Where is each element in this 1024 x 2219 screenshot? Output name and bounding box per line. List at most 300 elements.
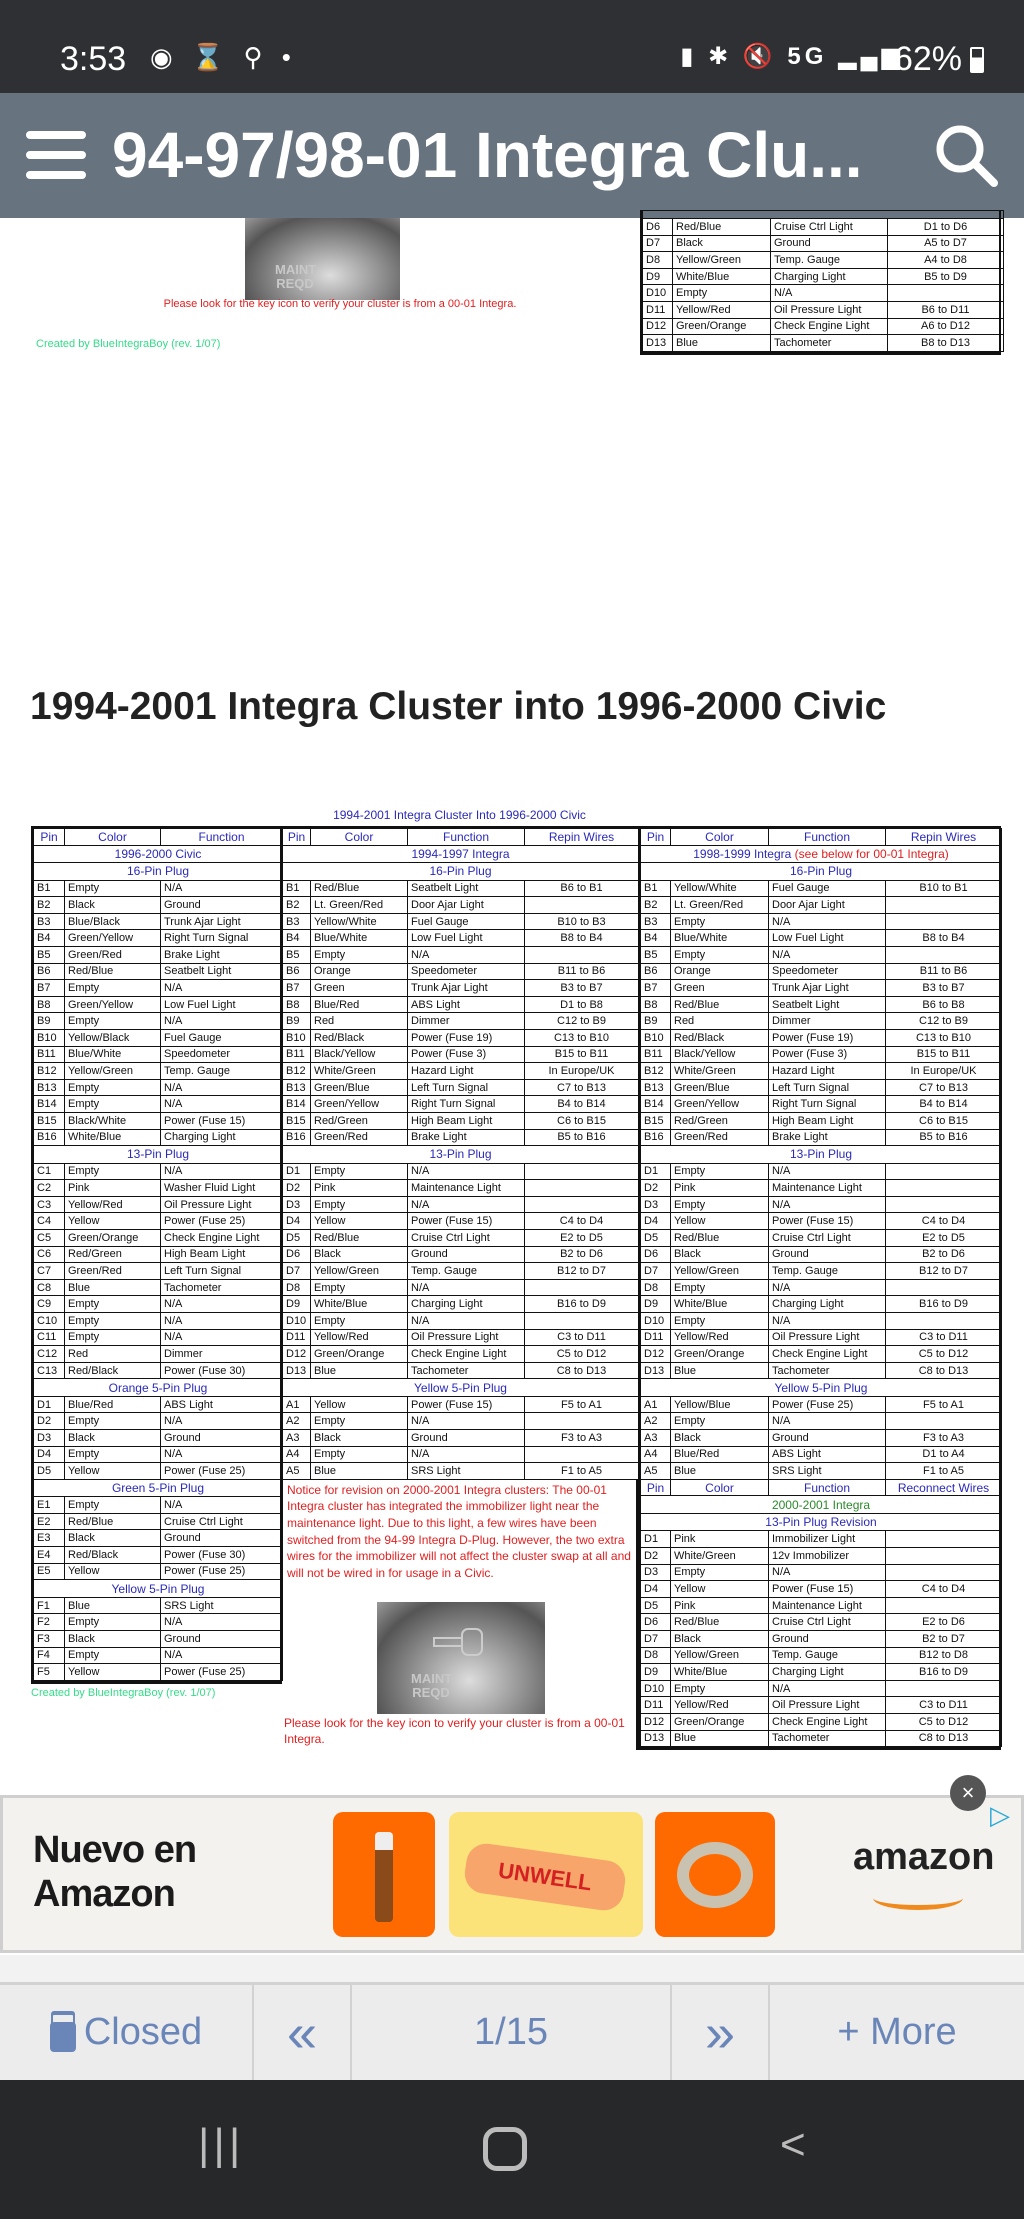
cell-color: Yellow	[65, 1664, 161, 1681]
cell-function: Power (Fuse 3)	[408, 1046, 525, 1063]
cell-pin: B15	[34, 1112, 65, 1129]
cell-function: Power (Fuse 25)	[161, 1664, 283, 1681]
cell-color: Yellow/White	[671, 880, 769, 897]
table-row	[641, 1079, 1002, 1096]
key-icon-note: Please look for the key icon to verify your cluster is from a 00-01 Integra.	[163, 298, 517, 310]
cell-repin: B11 to B6	[525, 963, 639, 980]
page-number: 1/15	[474, 2011, 548, 2053]
cell-color: Orange	[671, 963, 769, 980]
cell-pin: D12	[283, 1346, 311, 1363]
table-row	[34, 1046, 283, 1063]
cell-repin: C6 to B15	[525, 1112, 639, 1129]
cell-pin: B14	[34, 1096, 65, 1113]
cell-pin: D1	[34, 1396, 65, 1413]
cell-repin: B16 to D9	[886, 1664, 1002, 1681]
cell-color: Yellow/Red	[311, 1329, 408, 1346]
cell-function: Charging Light	[408, 1296, 525, 1313]
cell-pin: D10	[643, 285, 673, 302]
cell-function: Temp. Gauge	[408, 1263, 525, 1280]
recent-apps-button[interactable]: |||	[198, 2120, 245, 2169]
table-row	[283, 1329, 639, 1346]
cell-function: N/A	[161, 1446, 283, 1463]
lock-icon	[50, 2022, 76, 2052]
table-row	[641, 1730, 1002, 1747]
cell-pin: D5	[641, 1229, 671, 1246]
cell-repin	[886, 913, 1002, 930]
table-row	[641, 946, 1002, 963]
cell-color: Pink	[671, 1531, 769, 1548]
search-icon[interactable]	[932, 121, 1002, 191]
product-drink-image	[449, 1812, 643, 1937]
table-row	[283, 1312, 639, 1329]
cell-pin: B14	[641, 1096, 671, 1113]
table-row	[641, 1413, 1002, 1430]
cell-color: Pink	[65, 1180, 161, 1197]
cell-color: Black/Yellow	[671, 1046, 769, 1063]
cell-function: Charging Light	[769, 1664, 886, 1681]
notification-icons: ◉ ⌛ ⚲ •	[150, 42, 297, 72]
cell-repin: B5 to D9	[888, 268, 1004, 285]
table-row	[643, 301, 1004, 318]
table-row	[641, 1430, 1002, 1447]
table-row	[641, 1680, 1002, 1697]
cell-pin: B6	[641, 963, 671, 980]
cell-repin: C5 to D12	[886, 1346, 1002, 1363]
cell-repin	[886, 1279, 1002, 1296]
cell-pin: B11	[34, 1046, 65, 1063]
table-row	[34, 1246, 283, 1263]
cell-color: Empty	[671, 1564, 769, 1581]
more-button[interactable]	[770, 1985, 1024, 2080]
cell-color: Green/Orange	[671, 1713, 769, 1730]
menu-icon[interactable]	[26, 131, 86, 181]
cell-color: Empty	[65, 1312, 161, 1329]
section-title: 13-Pin Plug	[126, 1147, 190, 1162]
cell-function: Power (Fuse 19)	[408, 1029, 525, 1046]
cell-color: Red/Black	[65, 1362, 161, 1379]
cell-function: Temp. Gauge	[769, 1647, 886, 1664]
table-row	[641, 1581, 1002, 1598]
cell-repin	[886, 1163, 1002, 1180]
cell-pin: C10	[34, 1312, 65, 1329]
cell-color: Empty	[65, 1614, 161, 1631]
cell-color: Black/Yellow	[311, 1046, 408, 1063]
page-indicator[interactable]	[352, 1985, 672, 2080]
cell-pin: D6	[283, 1246, 311, 1263]
cell-color: Blue/Red	[671, 1446, 769, 1463]
cell-color: Green/Yellow	[311, 1096, 408, 1113]
cell-color: White/Blue	[673, 268, 771, 285]
table-row	[641, 1647, 1002, 1664]
cell-repin	[886, 946, 1002, 963]
cell-pin: D11	[643, 301, 673, 318]
table-row	[641, 1531, 1002, 1548]
cell-color: Red/Blue	[65, 1513, 161, 1530]
product-label: UNWELL	[462, 1841, 627, 1913]
cell-color: Empty	[673, 285, 771, 302]
cell-function: Oil Pressure Light	[769, 1329, 886, 1346]
cell-pin: B2	[641, 897, 671, 914]
cell-color: Empty	[65, 1163, 161, 1180]
table-row	[34, 1079, 283, 1096]
table-row	[283, 1346, 639, 1363]
cell-function: Brake Light	[769, 1129, 886, 1146]
cell-function: N/A	[408, 1163, 525, 1180]
cell-repin: B12 to D8	[886, 1647, 1002, 1664]
table-row	[641, 996, 1002, 1013]
table-row	[34, 1513, 283, 1530]
column-header-row	[641, 829, 1002, 846]
table-row	[641, 1246, 1002, 1263]
cell-function: SRS Light	[408, 1463, 525, 1480]
cell-repin: C4 to D4	[886, 1213, 1002, 1230]
cell-function: Ground	[769, 1430, 886, 1447]
cell-color: Yellow/Black	[65, 1029, 161, 1046]
cell-color: Yellow/Red	[673, 301, 771, 318]
cell-function: Power (Fuse 15)	[408, 1396, 525, 1413]
cell-pin: B13	[283, 1079, 311, 1096]
cell-color: Yellow/White	[311, 913, 408, 930]
table-row	[641, 1312, 1002, 1329]
cell-pin: A2	[283, 1413, 311, 1430]
table-row	[283, 1129, 639, 1146]
cell-repin: B11 to B6	[886, 963, 1002, 980]
cell-repin	[886, 1196, 1002, 1213]
section-band	[34, 1479, 283, 1497]
cell-color: White/Green	[671, 1547, 769, 1564]
cell-function: High Beam Light	[161, 1246, 283, 1263]
cell-function: Trunk Ajar Light	[161, 913, 283, 930]
cell-repin: B2 to D6	[525, 1246, 639, 1263]
table-row	[34, 1063, 283, 1080]
cell-repin: B3 to B7	[525, 980, 639, 997]
cell-function: Power (Fuse 15)	[769, 1213, 886, 1230]
cell-color: Empty	[311, 1279, 408, 1296]
cell-repin: A6 to D12	[888, 318, 1004, 335]
civic-column	[31, 826, 282, 1699]
cell-function: Trunk Ajar Light	[408, 980, 525, 997]
table-row	[641, 1564, 1002, 1581]
cell-function: N/A	[161, 980, 283, 997]
cell-pin: B4	[283, 930, 311, 947]
battery-percent: 62%	[893, 40, 962, 78]
cell-color: White/Green	[671, 1063, 769, 1080]
table-row	[283, 897, 639, 914]
cell-color: Yellow	[65, 1563, 161, 1580]
cell-pin: E2	[34, 1513, 65, 1530]
cell-color: Green/Orange	[65, 1229, 161, 1246]
cell-color: Red/Black	[311, 1029, 408, 1046]
cell-pin: B16	[283, 1129, 311, 1146]
cell-color: White/Blue	[311, 1296, 408, 1313]
cell-function: Tachometer	[161, 1279, 283, 1296]
table-row	[283, 1096, 639, 1113]
cell-color: Empty	[671, 1680, 769, 1697]
cell-color: Empty	[65, 1329, 161, 1346]
section-note: (see below for 00-01 Integra)	[794, 846, 949, 861]
cell-color: Yellow	[671, 1581, 769, 1598]
table-row	[283, 1446, 639, 1463]
cell-function: Low Fuel Light	[769, 930, 886, 947]
photo-label: MAINT REQD	[275, 262, 317, 291]
cell-function: Power (Fuse 19)	[769, 1029, 886, 1046]
table-row	[283, 930, 639, 947]
cell-function: N/A	[769, 913, 886, 930]
cell-function: ABS Light	[769, 1446, 886, 1463]
cell-pin: D7	[643, 235, 673, 252]
cell-function: Washer Fluid Light	[161, 1180, 283, 1197]
closed-label: Closed	[83, 2011, 203, 2053]
cell-color: Empty	[311, 1312, 408, 1329]
cell-repin: C12 to B9	[525, 1013, 639, 1030]
table-title: 1994-2001 Integra Cluster Into 1996-2000 Civic	[333, 808, 586, 822]
column-header: Function	[769, 1479, 886, 1496]
table-row	[641, 1279, 1002, 1296]
cell-color: Black	[671, 1430, 769, 1447]
cell-repin: B10 to B1	[886, 880, 1002, 897]
table-row	[34, 1530, 283, 1547]
cell-pin: D10	[641, 1312, 671, 1329]
cell-pin: B15	[641, 1112, 671, 1129]
cell-color: White/Blue	[671, 1296, 769, 1313]
cell-repin: B6 to B1	[525, 880, 639, 897]
table-row	[283, 1430, 639, 1447]
cell-pin: D12	[643, 318, 673, 335]
cell-pin: A4	[283, 1446, 311, 1463]
cell-color: Blue	[671, 1730, 769, 1747]
cell-function: Oil Pressure Light	[408, 1329, 525, 1346]
cell-pin: B5	[641, 946, 671, 963]
cell-color: Green/Red	[311, 1129, 408, 1146]
next-icon: »	[704, 2002, 736, 2063]
cell-pin: D8	[643, 252, 673, 269]
cell-repin: B15 to B11	[525, 1046, 639, 1063]
section-title: 1996-2000 Civic	[114, 846, 202, 861]
network-label: 5G	[787, 43, 828, 70]
cell-color: Red/Blue	[673, 219, 771, 236]
section-band	[34, 1580, 283, 1598]
cell-pin: B1	[283, 880, 311, 897]
partial-wiring-table	[640, 210, 1001, 355]
cell-repin: B8 to B4	[886, 930, 1002, 947]
cell-repin: B5 to B16	[886, 1129, 1002, 1146]
cell-color: Orange	[311, 963, 408, 980]
cell-color: Yellow/Green	[671, 1263, 769, 1280]
table-row	[641, 1697, 1002, 1714]
cell-color: Green/Blue	[311, 1079, 408, 1096]
cell-function: Speedometer	[161, 1046, 283, 1063]
cell-repin: D1 to B8	[525, 996, 639, 1013]
cell-function: Brake Light	[161, 946, 283, 963]
table-row	[34, 1664, 283, 1681]
cell-color: Red/Green	[311, 1112, 408, 1129]
cell-function: Check Engine Light	[769, 1713, 886, 1730]
cell-repin: B6 to D11	[888, 301, 1004, 318]
section-band	[641, 1379, 1002, 1397]
cell-color: Black/White	[65, 1112, 161, 1129]
cell-pin: D7	[641, 1630, 671, 1647]
table-row	[283, 1079, 639, 1096]
amazon-smile-icon	[873, 1886, 963, 1910]
cell-pin: D10	[641, 1680, 671, 1697]
prev-page-button[interactable]	[254, 1985, 352, 2080]
cell-color: White/Blue	[671, 1664, 769, 1681]
cell-function: Right Turn Signal	[408, 1096, 525, 1113]
section-band	[283, 1379, 639, 1397]
cell-repin	[525, 1196, 639, 1213]
cell-repin	[525, 1180, 639, 1197]
cell-pin: B5	[283, 946, 311, 963]
cell-pin: D4	[34, 1446, 65, 1463]
cell-color: Yellow/Green	[65, 1063, 161, 1080]
cell-function: Seatbelt Light	[161, 963, 283, 980]
cell-pin: D8	[641, 1279, 671, 1296]
cell-pin: D6	[641, 1614, 671, 1631]
cell-repin: F1 to A5	[886, 1463, 1002, 1480]
cell-pin: D12	[641, 1346, 671, 1363]
cell-color: Green/Orange	[311, 1346, 408, 1363]
cell-pin: D1	[283, 1163, 311, 1180]
cell-repin: B12 to D7	[886, 1263, 1002, 1280]
cell-pin: B7	[283, 980, 311, 997]
ad-banner[interactable]	[0, 1795, 1024, 1953]
table-row	[283, 1180, 639, 1197]
cell-color: Blue/Red	[311, 996, 408, 1013]
cell-color: Empty	[671, 913, 769, 930]
table-row	[283, 1296, 639, 1313]
cell-color: Red/Blue	[65, 963, 161, 980]
cell-repin	[525, 1279, 639, 1296]
cell-pin: D13	[641, 1362, 671, 1379]
back-button[interactable]: <	[780, 2120, 806, 2169]
cell-function: Check Engine Light	[771, 318, 888, 335]
section-title: 13-Pin Plug	[429, 1147, 492, 1162]
table-row	[641, 1630, 1002, 1647]
cell-color: Blue	[311, 1463, 408, 1480]
cell-repin: B15 to B11	[886, 1046, 1002, 1063]
table-row	[641, 1597, 1002, 1614]
cell-function: Power (Fuse 25)	[161, 1213, 283, 1230]
cell-pin: C2	[34, 1180, 65, 1197]
column-header: Function	[161, 829, 283, 846]
cell-color: Blue	[65, 1597, 161, 1614]
table-row	[641, 1013, 1002, 1030]
cell-pin: D1	[641, 1163, 671, 1180]
table-row	[34, 1013, 283, 1030]
cell-function: Left Turn Signal	[408, 1079, 525, 1096]
table-row	[641, 1362, 1002, 1379]
cell-pin: F5	[34, 1664, 65, 1681]
table-row	[283, 946, 639, 963]
cell-pin: F3	[34, 1630, 65, 1647]
cell-pin: D12	[641, 1713, 671, 1730]
cell-repin: B3 to B7	[886, 980, 1002, 997]
cell-repin	[886, 1531, 1002, 1548]
cell-color: Empty	[311, 1163, 408, 1180]
cell-pin: A3	[283, 1430, 311, 1447]
table-row	[283, 1163, 639, 1180]
cell-color: Blue/Black	[65, 913, 161, 930]
table-row	[34, 1497, 283, 1514]
cell-color: Green/Yellow	[671, 1096, 769, 1113]
cell-color: Pink	[671, 1597, 769, 1614]
cell-function: Maintenance Light	[769, 1180, 886, 1197]
cell-repin	[886, 1564, 1002, 1581]
cell-pin: B6	[34, 963, 65, 980]
cell-function: High Beam Light	[769, 1112, 886, 1129]
cell-pin: B12	[641, 1063, 671, 1080]
ad-close-button[interactable]: ×	[950, 1775, 986, 1811]
home-button[interactable]	[483, 2127, 527, 2171]
cell-pin: C3	[34, 1196, 65, 1213]
cell-pin: B16	[641, 1129, 671, 1146]
cell-color: Black	[311, 1246, 408, 1263]
cell-repin: D1 to A4	[886, 1446, 1002, 1463]
table-row	[34, 1029, 283, 1046]
cell-color: Empty	[65, 1013, 161, 1030]
android-nav-bar	[0, 2080, 1024, 2219]
cell-color: Blue/White	[311, 930, 408, 947]
next-page-button[interactable]	[672, 1985, 770, 2080]
cell-color: Yellow/Green	[311, 1263, 408, 1280]
closed-button[interactable]	[0, 1985, 254, 2080]
cell-function: Ground	[161, 897, 283, 914]
cell-color: Empty	[311, 946, 408, 963]
cell-function: Door Ajar Light	[769, 897, 886, 914]
cell-function: Cruise Ctrl Light	[771, 219, 888, 236]
cell-color: Green/Red	[65, 1263, 161, 1280]
cell-function: N/A	[769, 946, 886, 963]
cell-repin: F1 to A5	[525, 1463, 639, 1480]
cell-color: Empty	[65, 1497, 161, 1514]
cell-function: N/A	[769, 1196, 886, 1213]
cell-function: Trunk Ajar Light	[769, 980, 886, 997]
product-ring-image	[655, 1812, 775, 1937]
table-row	[283, 963, 639, 980]
adchoices-icon[interactable]: ▷	[990, 1800, 1010, 1830]
table-row	[641, 1196, 1002, 1213]
table-row	[283, 1463, 639, 1480]
cell-repin	[525, 1163, 639, 1180]
table-row	[283, 1196, 639, 1213]
cell-repin: C3 to D11	[525, 1329, 639, 1346]
cell-color: Green/Red	[671, 1129, 769, 1146]
table-row	[283, 1362, 639, 1379]
cell-color: Yellow/Red	[671, 1697, 769, 1714]
section-title: Yellow 5-Pin Plug	[111, 1581, 205, 1596]
table-row	[641, 1063, 1002, 1080]
table-row	[283, 1112, 639, 1129]
cell-function: Temp. Gauge	[769, 1263, 886, 1280]
cell-pin: D8	[641, 1647, 671, 1664]
table-row	[641, 1112, 1002, 1129]
cell-color: Black	[671, 1630, 769, 1647]
cell-pin: D7	[283, 1263, 311, 1280]
column-header: Color	[671, 829, 769, 846]
integra-94-97-column	[282, 826, 640, 1750]
cell-color: Blue	[671, 1463, 769, 1480]
cell-color: Blue	[673, 335, 771, 352]
section-band	[283, 863, 639, 881]
spacer	[0, 1955, 1024, 1982]
cell-repin: E2 to D6	[886, 1614, 1002, 1631]
cell-function: Maintenance Light	[769, 1597, 886, 1614]
cell-pin: C12	[34, 1346, 65, 1363]
table-row	[641, 1547, 1002, 1564]
table-row	[34, 1413, 283, 1430]
cell-pin: C6	[34, 1246, 65, 1263]
cell-function: Cruise Ctrl Light	[769, 1229, 886, 1246]
